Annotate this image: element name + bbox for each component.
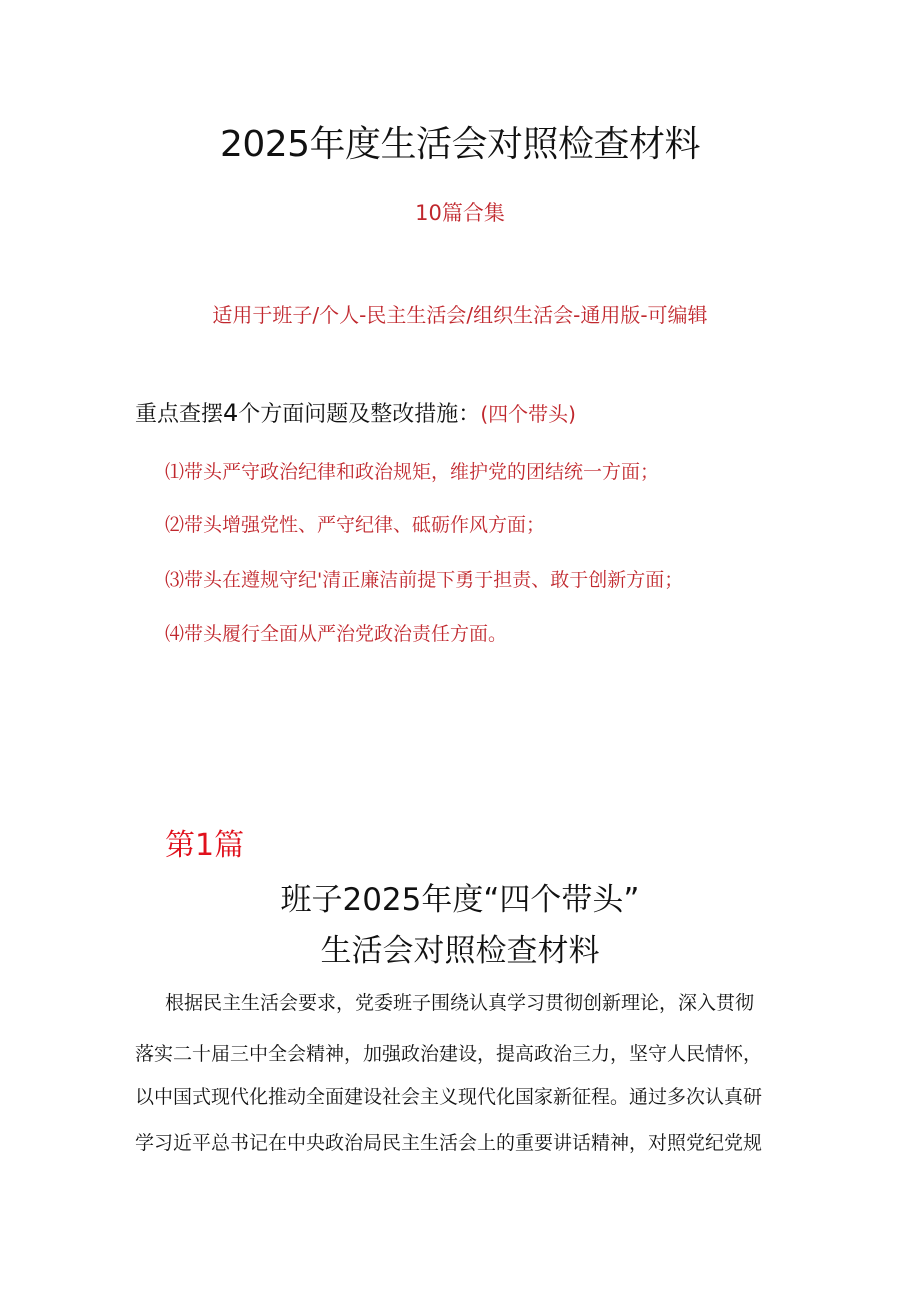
focus-point-3: ⑶带头在遵规守纪'清正廉洁前提下勇于担责、敢于创新方面； <box>165 569 684 591</box>
focus-point-2: ⑵带头增强党性、严守纪律、砥砺作风方面； <box>165 514 546 536</box>
focus-number: 4 <box>223 399 239 427</box>
focus-highlight: (四个带头) <box>480 402 576 426</box>
focus-prefix: 重点查摆 <box>135 402 224 427</box>
applicability-note: 适用于班子/个人-民主生活会/组织生活会-通用版-可编辑 <box>212 303 708 327</box>
focus-suffix: 个方面问题及整改措施： <box>238 402 481 427</box>
focus-heading <box>135 397 576 428</box>
paragraph-line-1: 根据民主生活会要求，党委班子围绕认真学习贯彻创新理论，深入贯彻 <box>165 992 755 1014</box>
paragraph-line-3: 以中国式现代化推动全面建设社会主义现代化国家新征程。通过多次认真研 <box>135 1086 763 1108</box>
chapter-title-line-1: 班子2025年度“四个带头” <box>280 882 640 918</box>
focus-point-4: ⑷带头履行全面从严治党政治责任方面。 <box>165 623 508 645</box>
focus-point-1: ⑴带头严守政治纪律和政治规矩，维护党的团结统一方面； <box>165 461 660 483</box>
paragraph-line-2: 落实二十届三中全会精神，加强政治建设，提高政治三力，坚守人民情怀， <box>135 1043 763 1065</box>
chapter-title-line-2: 生活会对照检查材料 <box>320 933 600 969</box>
chapter-label: 第1篇 <box>165 828 245 863</box>
document-subtitle: 10篇合集 <box>415 201 505 225</box>
document-title: 2025年度生活会对照检查材料 <box>219 124 701 165</box>
paragraph-line-4: 学习近平总书记在中央政治局民主生活会上的重要讲话精神，对照党纪党规 <box>135 1132 763 1154</box>
